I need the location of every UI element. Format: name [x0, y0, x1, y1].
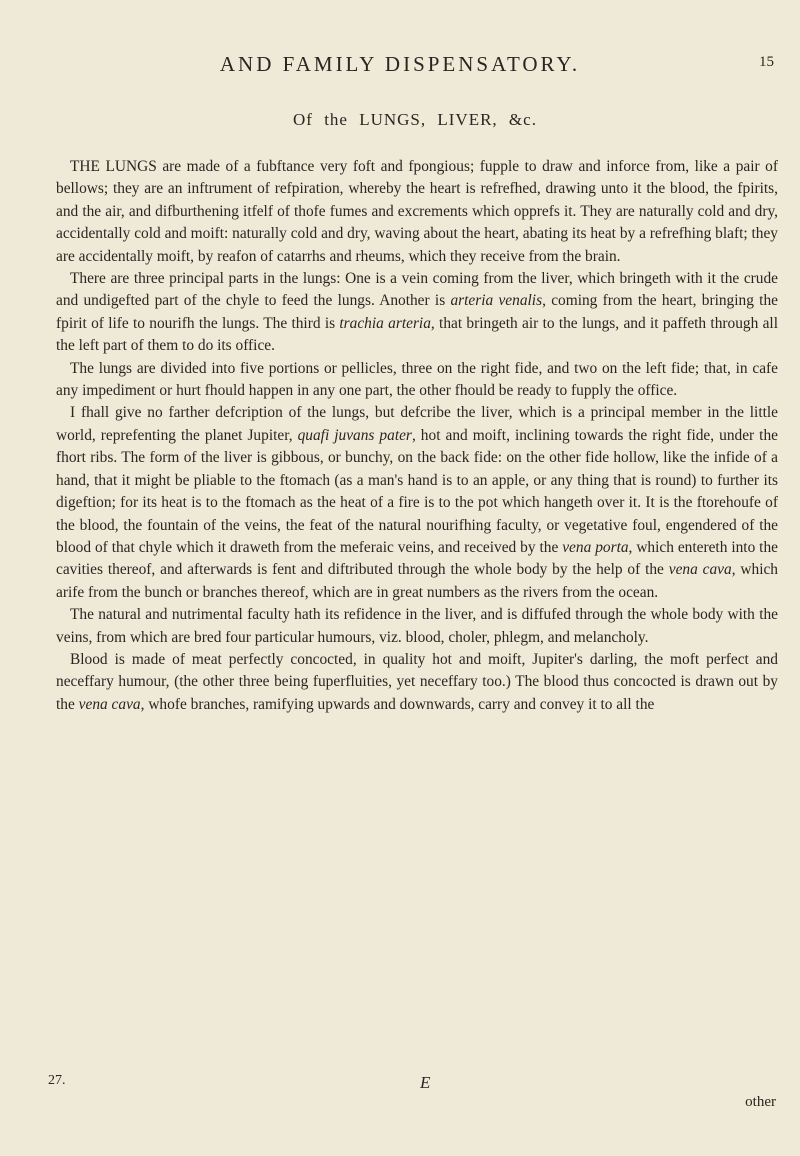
paragraph-liver-description [56, 402, 778, 604]
text-span: There are three principal parts in the lungs: One is a vein coming from the liver, which bringeth with it the crude and undigefted part of the chyle to feed the lungs. Another is [56, 270, 778, 310]
text-span: , whofe branches, ramifying upwards and downwards, carry and convey it to all the [140, 695, 655, 713]
signature-mark: 27. [48, 1073, 66, 1088]
paragraph-lungs-description: THE LUNGS are made of a fubftance very foft and fpongious; fupple to draw and inforce from, like a pair of bellows; they are an inftrument of refpiration, whereby the heart is refrefhed, drawing unto it the blood, the fpirits, and the air, and difburthening itfelf of thofe fumes and excrements which opprefs it. They are naturally cold and dry, accidentally cold and moift: naturally cold and dry, waving about the heart, abating its heat by a refrefhing blaft; they are accidentally moift, by reafon of catarrhs and rheums, which they receive from the brain. [56, 158, 778, 265]
latin-term: quafi juvans pater [297, 426, 412, 444]
text-span: , coming from the heart, bringing the fpirit of life to nourifh the lungs. The third is [56, 292, 778, 332]
latin-term: trachia arteria [339, 314, 431, 332]
signature-letter: E [420, 1073, 431, 1092]
paragraph-lungs-portions: The lungs are divided into five portions or pellicles, three on the right fide, and two on the left fide; that, in cafe any impediment or hurt fhould happen in any one part, the other fhould be ready to fupply the office. [56, 359, 778, 400]
text-span: , hot and moift, inclining towards the right fide, under the fhort ribs. The form of the liver is gibbous, or bunchy, on the back fide: on the other fide hollow, like the infide of a hand, that it might be pliable to the ftomach (as a man's hand is to an apple, or any thing that is round) to further its digeftion; for its heat is to the ftomach as the heat of a fire is to the pot which hangeth over it. It is the ftorehoufe of the blood, the fountain of the veins, the feat of the natural nourifhing faculty, or vegetative foul, engendered of the blood of that chyle which it draweth from the meferaic veins, and received by the [56, 426, 778, 556]
paragraph-humours: The natural and nutrimental faculty hath its refidence in the liver, and is diffufed through the whole body with the veins, from which are bred four particular humours, viz. blood, choler, phlegm, and melancholy. [56, 606, 778, 646]
text-span: Blood is made of meat perfectly concocted, in quality hot and moift, Jupiter's darling, the moft perfect and neceffary humour, (the other three being fuperfluities, yet neceffary too.) The blood thus concocted is drawn out by the [56, 650, 778, 713]
paragraph-lungs-parts [56, 268, 778, 358]
text-span: , which entereth into the cavities thereof, and afterwards is fent and diftributed through the whole body by the help of the [56, 538, 778, 579]
text-span: , which arife from the bunch or branches thereof, which are in great numbers as the rivers from the ocean. [56, 561, 778, 601]
latin-term: vena porta [562, 538, 629, 556]
section-title: Of the LUNGS, LIVER, &c. [293, 110, 537, 129]
latin-term: vena cava [78, 695, 141, 713]
page-number: 15 [759, 54, 774, 70]
running-head: AND FAMILY DISPENSATORY. [219, 52, 581, 76]
latin-term: vena cava [668, 561, 732, 579]
latin-term: arteria venalis [450, 292, 543, 310]
text-span: , that bringeth air to the lungs, and it paffeth through all the left part of them to do its office. [56, 314, 778, 355]
paragraph-blood [56, 649, 778, 716]
catchword: other [745, 1094, 776, 1110]
body-text [56, 156, 778, 716]
text-span: I fhall give no farther defcription of the lungs, but defcribe the liver, which is a principal member in the little world, reprefenting the planet Jupiter, [56, 404, 778, 444]
